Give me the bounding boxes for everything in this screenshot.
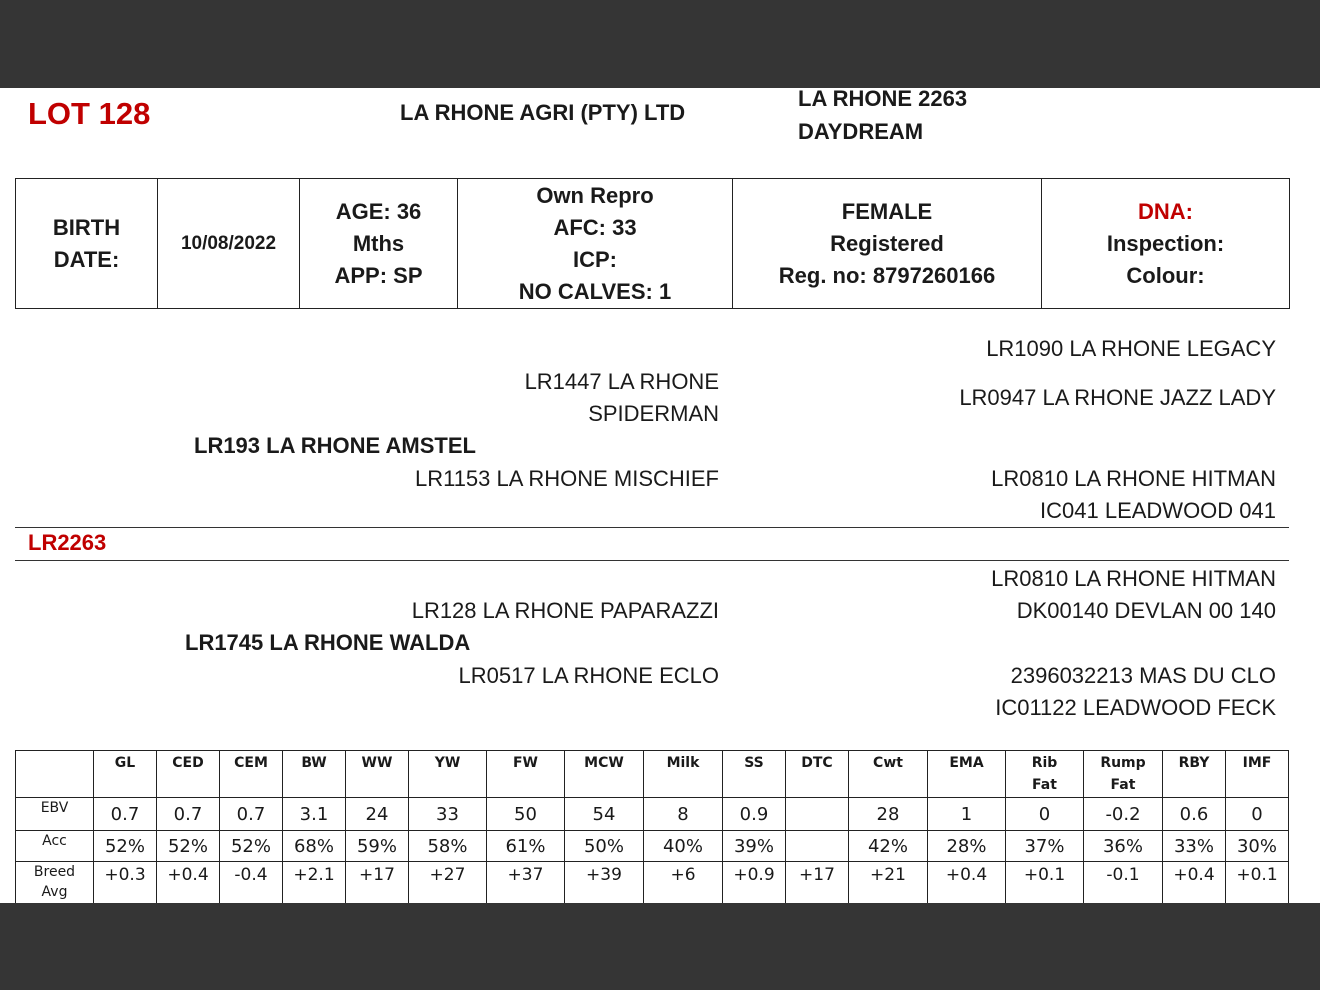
dam-sire-sire: LR0810 LA RHONE HITMAN [991, 566, 1276, 591]
ebv-row-label: Breed Avg [16, 862, 94, 904]
ebv-header-ww: WW [346, 751, 409, 798]
ebv-cell: 68% [283, 831, 346, 862]
ebv-cell: 24 [346, 798, 409, 831]
dam: LR1745 LA RHONE WALDA [185, 630, 471, 655]
ebv-header-rump-fat: Rump Fat [1084, 751, 1163, 798]
animal-id: LR2263 [28, 530, 107, 555]
ebv-cell: 28% [928, 831, 1006, 862]
ebv-header-cwt: Cwt [849, 751, 928, 798]
ebv-header-fw: FW [487, 751, 565, 798]
ebv-cell: 52% [94, 831, 157, 862]
ebv-header-mcw: MCW [565, 751, 644, 798]
ebv-cell: +0.1 [1006, 862, 1084, 904]
ebv-cell: +0.9 [723, 862, 786, 904]
ebv-cell: 30% [1226, 831, 1289, 862]
ebv-cell: 50 [487, 798, 565, 831]
ebv-cell: 1 [928, 798, 1006, 831]
ebv-cell: +27 [409, 862, 487, 904]
registration-cell: FEMALE Registered Reg. no: 8797260166 [733, 179, 1042, 309]
ebv-cell: +37 [487, 862, 565, 904]
ebv-cell: +6 [644, 862, 723, 904]
ebv-cell: 8 [644, 798, 723, 831]
dna-label: DNA: [1138, 198, 1193, 224]
ebv-cell: -0.1 [1084, 862, 1163, 904]
ebv-cell: 61% [487, 831, 565, 862]
birth-date-label: BIRTH DATE: [16, 179, 158, 309]
ebv-cell: 0 [1226, 798, 1289, 831]
ebv-cell: 54 [565, 798, 644, 831]
ebv-header-yw: YW [409, 751, 487, 798]
ebv-cell: 0 [1006, 798, 1084, 831]
dam-sire-dam: DK00140 DEVLAN 00 140 [1016, 598, 1276, 623]
dna-cell [1042, 179, 1290, 309]
ebv-header-ss: SS [723, 751, 786, 798]
ebv-cell: 58% [409, 831, 487, 862]
ebv-cell [786, 798, 849, 831]
ebv-header-dtc: DTC [786, 751, 849, 798]
ebv-row-label: Acc [16, 831, 94, 862]
ebv-cell: 37% [1006, 831, 1084, 862]
lot-number: LOT 128 [28, 96, 151, 131]
ebv-header-ema: EMA [928, 751, 1006, 798]
sire-dam-dam: IC041 LEADWOOD 041 [1040, 498, 1276, 523]
ebv-cell: 28 [849, 798, 928, 831]
ebv-cell: +21 [849, 862, 928, 904]
colour-label: Colour: [1126, 262, 1205, 288]
ebv-header-imf: IMF [1226, 751, 1289, 798]
ebv-cell: 33 [409, 798, 487, 831]
ebv-cell: +0.3 [94, 862, 157, 904]
dam-dam-sire: 2396032213 MAS DU CLO [1010, 663, 1276, 688]
animal-name-line1: LA RHONE 2263 [798, 88, 968, 111]
ebv-cell: 40% [644, 831, 723, 862]
ebv-header-blank [16, 751, 94, 798]
inspection-label: Inspection: [1106, 230, 1225, 256]
sire-sire: LR1447 LA RHONE SPIDERMAN [524, 369, 719, 426]
ebv-cell: 0.7 [157, 798, 220, 831]
ebv-header-rib-fat: Rib Fat [1006, 751, 1084, 798]
sire-dam-sire: LR0810 LA RHONE HITMAN [991, 466, 1276, 491]
ebv-cell: +0.4 [157, 862, 220, 904]
ebv-header-rby: RBY [1163, 751, 1226, 798]
ebv-header-ced: CED [157, 751, 220, 798]
dam-dam: LR0517 LA RHONE ECLO [458, 663, 719, 688]
ebv-header-cem: CEM [220, 751, 283, 798]
dam-sire: LR128 LA RHONE PAPARAZZI [411, 598, 719, 623]
ebv-cell: 42% [849, 831, 928, 862]
sire-dam: LR1153 LA RHONE MISCHIEF [414, 466, 719, 491]
ebv-cell: 3.1 [283, 798, 346, 831]
age-cell: AGE: 36 Mths APP: SP [300, 179, 458, 309]
ebv-cell: 52% [157, 831, 220, 862]
ebv-cell: 36% [1084, 831, 1163, 862]
ebv-cell: +39 [565, 862, 644, 904]
ebv-header-bw: BW [283, 751, 346, 798]
ebv-cell: -0.2 [1084, 798, 1163, 831]
ebv-cell: 0.6 [1163, 798, 1226, 831]
ebv-row-label: EBV [16, 798, 94, 831]
ebv-row-breed-avg [16, 862, 1289, 904]
animal-name [798, 88, 967, 148]
animal-name-line2: DAYDREAM [798, 119, 924, 144]
ebv-cell: 33% [1163, 831, 1226, 862]
catalogue-page [0, 88, 1320, 903]
ebv-cell: 0.9 [723, 798, 786, 831]
ebv-cell: +17 [346, 862, 409, 904]
ebv-table [15, 750, 1289, 903]
ebv-header-gl: GL [94, 751, 157, 798]
divider-top [15, 527, 1289, 528]
dam-dam-dam: IC01122 LEADWOOD FECK [995, 695, 1276, 720]
ebv-cell: +0.4 [928, 862, 1006, 904]
ebv-cell: +2.1 [283, 862, 346, 904]
ebv-row-acc [16, 831, 1289, 862]
ebv-cell: -0.4 [220, 862, 283, 904]
sire-sire-sire: LR1090 LA RHONE LEGACY [986, 336, 1276, 361]
info-table [15, 178, 1290, 309]
sire: LR193 LA RHONE AMSTEL [194, 433, 476, 458]
ebv-cell: 50% [565, 831, 644, 862]
ebv-cell: 0.7 [220, 798, 283, 831]
ebv-cell: +0.1 [1226, 862, 1289, 904]
ebv-row-ebv [16, 798, 1289, 831]
ebv-header-milk: Milk [644, 751, 723, 798]
ebv-cell: 59% [346, 831, 409, 862]
ebv-cell: 39% [723, 831, 786, 862]
ebv-cell: 52% [220, 831, 283, 862]
ebv-cell: 0.7 [94, 798, 157, 831]
ebv-cell [786, 831, 849, 862]
sire-sire-dam: LR0947 LA RHONE JAZZ LADY [959, 385, 1276, 410]
repro-cell: Own Repro AFC: 33 ICP: NO CALVES: 1 [458, 179, 733, 309]
breeder-name: LA RHONE AGRI (PTY) LTD [400, 100, 686, 125]
ebv-cell: +17 [786, 862, 849, 904]
ebv-cell: +0.4 [1163, 862, 1226, 904]
birth-date-value: 10/08/2022 [158, 179, 300, 309]
divider-bottom [15, 560, 1289, 561]
